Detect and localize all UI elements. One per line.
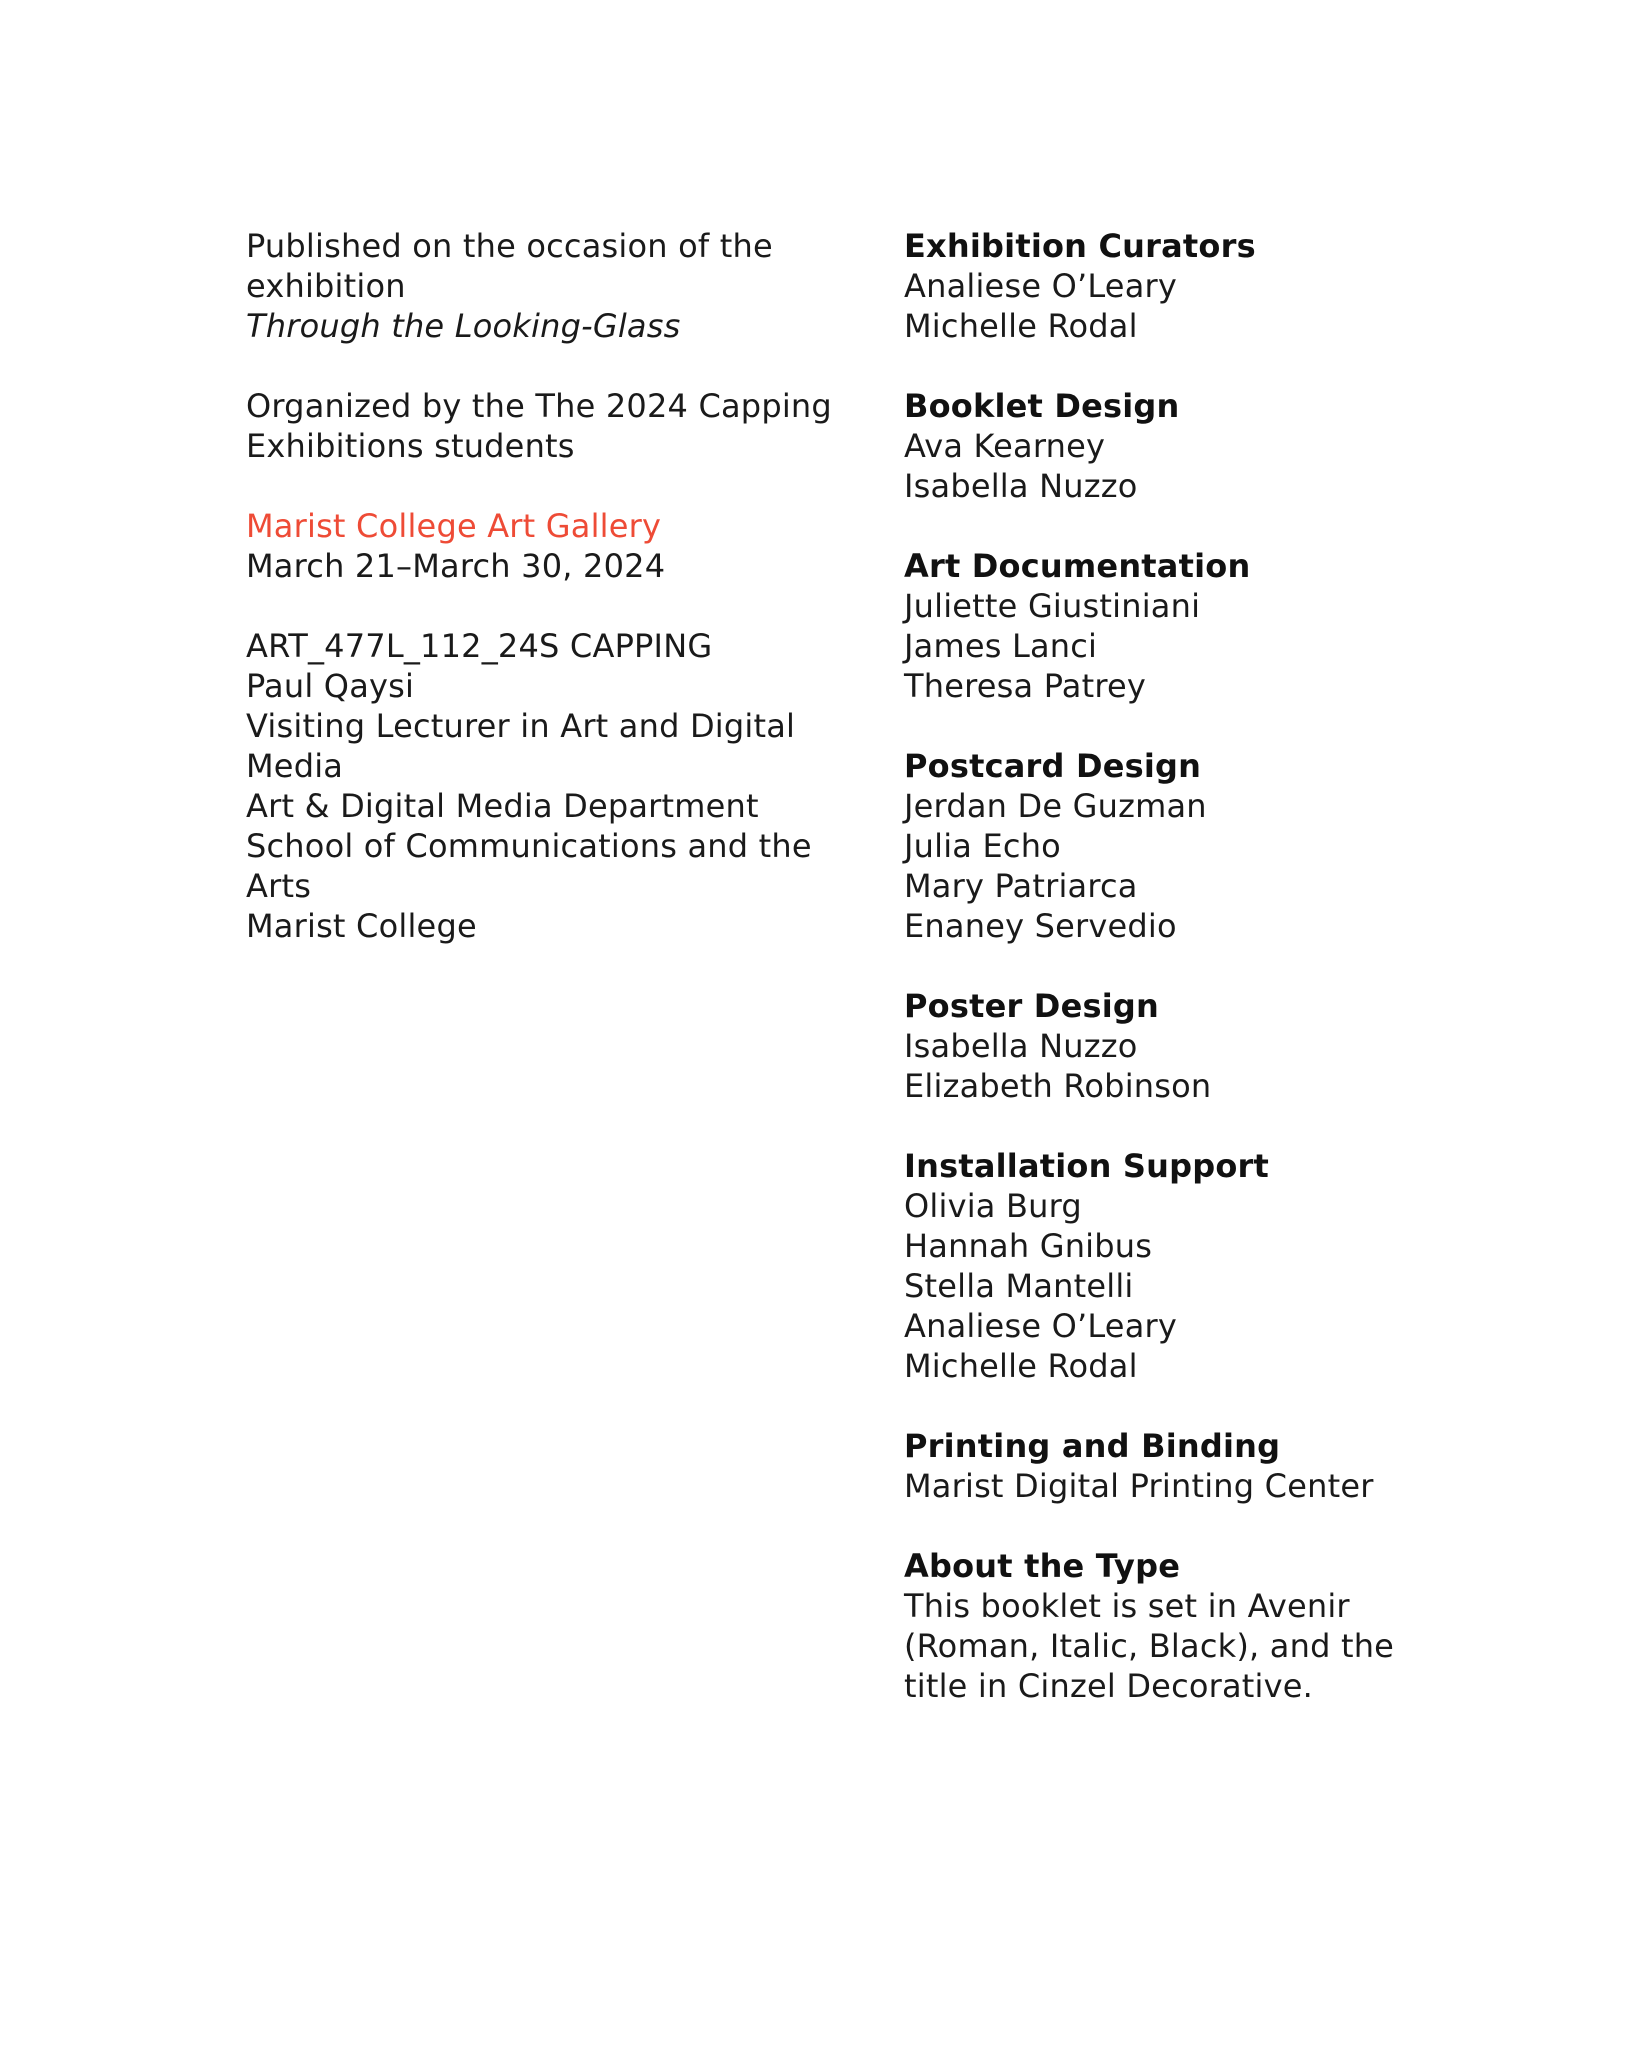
credit-heading: Printing and Binding (904, 1427, 1281, 1465)
credit-line: Analiese O’Leary (904, 267, 1177, 305)
venue-name: Marist College Art Gallery (246, 507, 662, 545)
credit-line: (Roman, Italic, Black), and the (904, 1627, 1395, 1665)
venue (246, 506, 846, 586)
credit-heading: Installation Support (904, 1147, 1270, 1185)
course-info-line: Paul Qaysi (246, 667, 415, 705)
credit-heading: Art Documentation (904, 547, 1251, 585)
credit-line: Julia Echo (904, 827, 1061, 865)
organizer-note-line: Organized by the The 2024 Capping (246, 387, 832, 425)
credit-line: Theresa Patrey (904, 667, 1147, 705)
credit-line: Ava Kearney (904, 427, 1106, 465)
course-info-line: Art & Digital Media Department (246, 787, 759, 825)
credit-line: Olivia Burg (904, 1187, 1082, 1225)
course-info (246, 626, 846, 946)
publication-note-line: exhibition (246, 267, 406, 305)
credit-line: Isabella Nuzzo (904, 467, 1138, 505)
credit-line: Michelle Rodal (904, 307, 1138, 345)
course-code: ART_477L_112_24S CAPPING (246, 627, 713, 665)
credit-line: Mary Patriarca (904, 867, 1138, 905)
credit-line: Hannah Gnibus (904, 1227, 1153, 1265)
credit-heading: Poster Design (904, 987, 1159, 1025)
credit-line: Analiese O’Leary (904, 1307, 1177, 1345)
credit-section (904, 226, 1544, 346)
credit-heading: Booklet Design (904, 387, 1180, 425)
credit-line: This booklet is set in Avenir (904, 1587, 1350, 1625)
credit-line: Elizabeth Robinson (904, 1067, 1212, 1105)
course-info-line: Marist College (246, 907, 477, 945)
credit-section (904, 1546, 1544, 1706)
credit-line: Michelle Rodal (904, 1347, 1138, 1385)
credit-line: Isabella Nuzzo (904, 1027, 1138, 1065)
credit-section (904, 1146, 1544, 1386)
exhibition-dates: March 21–March 30, 2024 (246, 547, 666, 585)
course-info-line: Media (246, 747, 344, 785)
credits-column (904, 226, 1544, 1746)
course-info-line: School of Communications and the (246, 827, 812, 865)
publication-note (246, 226, 846, 346)
credit-line: Jerdan De Guzman (904, 787, 1207, 825)
organizer-note-line: Exhibitions students (246, 427, 575, 465)
credit-line: Enaney Servedio (904, 907, 1177, 945)
credit-line: title in Cinzel Decorative. (904, 1667, 1314, 1705)
publication-note-line: Published on the occasion of the (246, 227, 773, 265)
credit-heading: Exhibition Curators (904, 227, 1256, 265)
credit-line: Juliette Giustiniani (904, 587, 1201, 625)
colophon-left-column (246, 226, 846, 986)
credit-line: Marist Digital Printing Center (904, 1467, 1374, 1505)
credit-line: James Lanci (904, 627, 1098, 665)
credit-section (904, 386, 1544, 506)
credit-section (904, 546, 1544, 706)
credit-section (904, 746, 1544, 946)
organizer-note (246, 386, 846, 466)
credit-heading: Postcard Design (904, 747, 1202, 785)
credit-line: Stella Mantelli (904, 1267, 1134, 1305)
credit-section (904, 1426, 1544, 1506)
credit-section (904, 986, 1544, 1106)
exhibition-title: Through the Looking-Glass (246, 307, 681, 345)
credit-heading: About the Type (904, 1547, 1181, 1585)
course-info-line: Visiting Lecturer in Art and Digital (246, 707, 796, 745)
course-info-line: Arts (246, 867, 312, 905)
